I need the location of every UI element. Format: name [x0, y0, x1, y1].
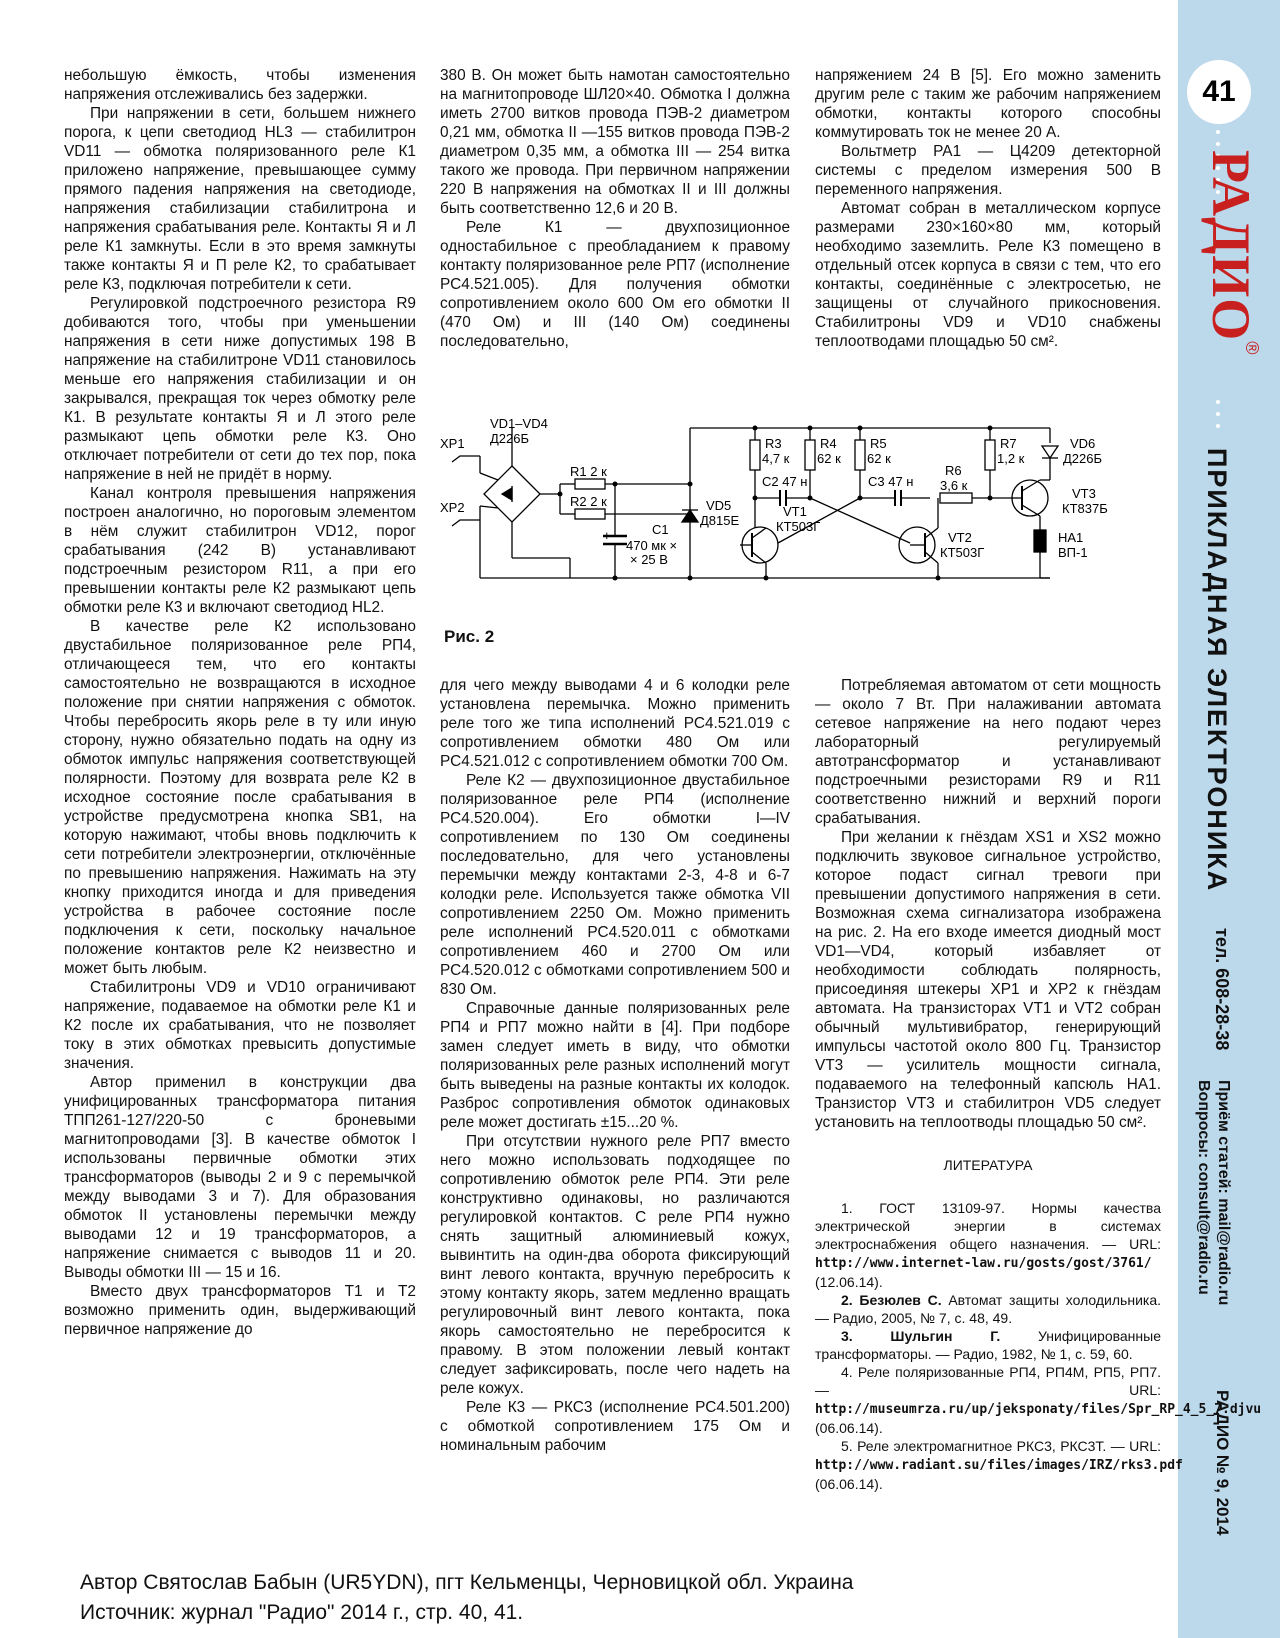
- label-r7-val: 1,2 к: [997, 451, 1025, 466]
- literature-item: [815, 1291, 1161, 1327]
- label-r4-val: 62 к: [817, 451, 841, 466]
- literature-title: ЛИТЕРАТУРА: [943, 1157, 1033, 1173]
- paragraph: 380 В. Он может быть намотан самостоятельно на магнитопроводе ШЛ20×40. Обмотка I должна иметь 2700 витков провода ПЭВ-2 диаметром 0,21 мм, обмотка II —155 витков провода ПЭВ-2 диаметром 0,35 мм, а обмотка III — 254 витка такого же провода. При первичном напряжении 220 В напряжения на обмотках II и III должны быть соответственно 12,6 и 20 В.: [440, 67, 790, 217]
- label-r6: R6: [945, 463, 962, 478]
- paragraph: Реле К2 — двухпозиционное двустабильное поляризованное реле РП4 (исполнение РС4.520.004). Его обмотки I—IV сопротивлением по 130 Ом соединены последовательно, для чего установлены перемычки между контактами 2-3, 4-8 и 6-7 колодки реле. Используется также обмотка VII сопротивлением 2250 Ом. Можно применить реле исполнений РС4.520.011 с обмотками сопротивлением 460 и 2700 Ом или РС4.520.012 с обмотками сопротивлением 500 и 830 Ом.: [440, 772, 790, 998]
- literature-item: [815, 1363, 1262, 1437]
- label-r4: R4: [820, 436, 837, 451]
- label-c1: C1: [652, 522, 669, 537]
- label-r5: R5: [870, 436, 887, 451]
- text-column-2-lower: [440, 676, 790, 1455]
- paragraph: Канал контроля превышения напряжения построен аналогично, но пороговым элементом в нём служит стабилитрон VD12, порог срабатывания (242 В) устанавливают подстроечным резистором R11, а при его превышении контакты реле К2 размыкают цепь обмотки реле К3 и включают светодиод HL2.: [64, 485, 416, 616]
- paragraph: напряжением 24 В [5]. Его можно заменить другим реле с таким же рабочим напряжением обмотки, контакты которого способны коммутировать ток не менее 20 А.: [815, 67, 1161, 141]
- literature-author: 2. Безюлев С.: [841, 1292, 949, 1308]
- registered-icon: ®: [1242, 341, 1262, 355]
- r5-resistor: [855, 440, 865, 470]
- page-number: 41: [1187, 60, 1251, 124]
- label-xp2: XP2: [440, 500, 465, 515]
- label-r2: R2 2 к: [570, 494, 607, 509]
- footer-source: Источник: журнал "Радио" 2014 г., стр. 40, 41.: [80, 1601, 524, 1624]
- literature-item: [815, 1199, 1161, 1291]
- r3-resistor: [750, 440, 760, 470]
- magazine-logo: [1200, 150, 1262, 355]
- paragraph: для чего между выводами 4 и 6 колодки реле установлена перемычка. Можно применить реле того же типа исполнений РС4.521.019 с сопротивлением обмотки 480 Ом или РС4.521.012 с сопротивлением обмотки 700 Ом.: [440, 677, 790, 770]
- label-vd6: VD6: [1070, 436, 1096, 451]
- questions-contact: Вопросы: consult@radio.ru: [1195, 1080, 1212, 1295]
- label-bridge: VD1–VD4: [490, 418, 548, 431]
- label-xp1: XP1: [440, 436, 465, 451]
- paragraph: Потребляемая автоматом от сети мощность — около 7 Вт. При налаживании автомата сетевое напряжение на него подают через лабораторный регулируемый автотрансформатор и устанавливают подстроечными резисторами R9 и R11 соответственно нижний и верхний пороги срабатывания.: [815, 677, 1161, 827]
- literature-url[interactable]: http://www.internet-law.ru/gosts/gost/3761/: [815, 1256, 1152, 1271]
- literature-text: Унифицированные трансформаторы. — Радио, 1982, № 1, с. 59, 60.: [815, 1328, 1161, 1362]
- label-c2: C2 47 н: [762, 474, 808, 489]
- label-r3: R3: [765, 436, 782, 451]
- literature-item: [815, 1437, 1183, 1493]
- label-ha1: HA1: [1058, 530, 1084, 545]
- paragraph: В качестве реле К2 использовано двустабильное поляризованное реле РП4, отличающееся тем, что его контакты самостоятельно не возвращаются в исходное положение при снятии напряжения с обмоток. Чтобы перебросить якорь реле в ту или иную сторону, нужно обязательно подать на одну из обмоток импульс напряжения соответствующей полярности. Поэтому для возврата реле К2 в исходное состояние после срабатывания в устройстве предусмотрена кнопка SB1, на которую нажимают, чтобы вновь подключить к сети потребители электроэнергии, отключённые по превышению напряжения. Нажимать на эту кнопку приходится иногда и для приведения устройства в рабочее состояние после подключения к сети, поскольку начальное положение контактов реле К2 неизвестно и может быть любым.: [64, 618, 416, 977]
- r6-resistor: [940, 493, 972, 503]
- logo-text: РАДИО: [1201, 150, 1261, 342]
- label-r1: R1 2 к: [570, 464, 607, 479]
- r1-resistor: [575, 479, 605, 489]
- label-vd5: VD5: [706, 498, 732, 513]
- paragraph: Регулировкой подстроечного резистора R9 добиваются того, чтобы при уменьшении напряжения в сети ниже допустимых 198 В напряжение на стабилитроне VD11 становилось меньше его напряжения стабилизации и он закрывался, прекращая ток через обмотку реле К1. В результате контакты Я и Л этого реле размыкают цепь обмотки реле К3. Оно отключает потребители от сети до тех пор, пока напряжение в ней не придёт в норму.: [64, 295, 416, 483]
- label-c1-val1: 470 мк ×: [626, 538, 678, 553]
- label-r6-val: 3,6 к: [940, 478, 968, 493]
- label-vt2-type: КТ503Г: [940, 545, 985, 560]
- literature-date: (06.06.14).: [815, 1476, 883, 1492]
- xp1-plug: [452, 456, 480, 462]
- literature-text: 4. Реле поляризованные РП4, РП4М, РП5, РП7. — URL:: [815, 1364, 1161, 1398]
- text-column-3: [815, 66, 1161, 351]
- page-footer: [80, 1568, 853, 1628]
- literature-author: 3. Шульгин Г.: [841, 1328, 1039, 1344]
- circuit-schematic: [440, 418, 1200, 658]
- vd6-diode: [1042, 446, 1058, 458]
- paragraph: Справочные данные поляризованных реле РП4 и РП7 можно найти в [4]. При подборе замен следует иметь в виду, что обмотки поляризованных реле разных исполнений могут быть выведены на разные контакты их колодок. Разброс сопротивления обмоток одинаковых реле может достигать ±15...20 %.: [440, 1000, 790, 1131]
- phone-number: тел. 608-28-38: [1212, 928, 1232, 1051]
- literature-text: Автомат защиты холодильника. — Радио, 2005, № 7, с. 48, 49.: [815, 1292, 1161, 1326]
- label-r3-val: 4,7 к: [762, 451, 790, 466]
- footer-author: Автор Святослав Бабын (UR5YDN), пгт Кельменцы, Черновицкой обл. Украина: [80, 1571, 854, 1594]
- paragraph: Стабилитроны VD9 и VD10 ограничивают напряжение, подаваемое на обмотки реле К1 и К2 после их срабатывания, что не позволяет току в этих обмотках превысить допустимые значения.: [64, 979, 416, 1072]
- label-c3: C3 47 н: [868, 474, 914, 489]
- paragraph: При желании к гнёздам XS1 и XS2 можно подключить звуковое сигнальное устройство, которое подаст сигнал тревоги при превышении допустимого напряжения в сети. Возможная схема сигнализатора изображена на рис. 2. На его входе имеется диодный мост VD1—VD4, который избавляет от необходимости соблюдать полярность, присоединяя штекеры XP1 и XP2 к гнёздам автомата. На транзисторах VT1 и VT2 собран обычный мультивибратор, генерирующий импульсы частотой около 800 Гц. Транзистор VT3 — усилитель мощности сигнала, подаваемого на телефонный капсюль HA1. Транзистор VT3 и стабилитрон VD5 следует установить на теплоотводы площадью 50 см².: [815, 829, 1161, 1131]
- paragraph: При напряжении в сети, большем нижнего порога, к цепи светодиод HL3 — стабилитрон VD11 — обмотка поляризованного реле К1 приложено напряжение, превышающее сумму прямого падения напряжения на светодиоде, напряжения стабилизации стабилитрона и напряжения срабатывания реле. Контакты Я и Л реле К1 замкнуты. Если в это время замкнуты также контакты Я и П реле К2, то срабатывает реле К3, подключая потребители к сети.: [64, 105, 416, 293]
- label-vt1: VT1: [783, 504, 807, 519]
- paragraph: Автор применил в конструкции два унифицированных трансформатора питания ТПП261-127/220-50 с броневыми магнитопроводами [3]. В качестве обмоток I использованы первичные обмотки этих трансформаторов (выводы 2 и 9 с перемычкой между выводами 3 и 7). Для образования обмоток II установлены перемычки между выводами 12 и 19 трансформаторов, а напряжение снимается с выводов 11 и 20. Выводы обмотки III — 15 и 16.: [64, 1074, 416, 1281]
- paragraph: Реле К3 — РКС3 (исполнение РС4.501.200) с обмоткой сопротивлением 175 Ом и номинальным рабочим: [440, 1399, 790, 1454]
- paragraph: небольшую ёмкость, чтобы изменения напряжения отслеживались без задержки.: [64, 67, 416, 103]
- label-vt1-type: КТ503Г: [776, 519, 821, 534]
- label-vt3-type: КТ837Б: [1062, 501, 1108, 516]
- r7-resistor: [985, 440, 995, 470]
- paragraph: Реле К1 — двухпозиционное одностабильное с преобладанием к правому контакту поляризованное реле РП7 (исполнение РС4.521.005). Для получения обмотки сопротивлением около 600 Ом его обмотки II (470 Ом) и III (140 Ом) соединены последовательно,: [440, 219, 790, 350]
- r4-resistor: [805, 440, 815, 470]
- paragraph: Вместо двух трансформаторов Т1 и Т2 возможно применить один, выдерживающий первичное напряжение до: [64, 1283, 416, 1338]
- literature-text: 5. Реле электромагнитное РКС3, РКС3Т. — URL:: [841, 1438, 1161, 1454]
- column-3-body: [815, 676, 1161, 1132]
- label-vt3: VT3: [1072, 486, 1096, 501]
- label-r7: R7: [1000, 436, 1017, 451]
- sidebar-dots-mid: [1215, 400, 1221, 436]
- articles-contact: Приём статей: mail@radio.ru: [1215, 1080, 1232, 1306]
- xp2-plug: [452, 520, 480, 526]
- literature-date: (12.06.14).: [815, 1274, 883, 1290]
- label-bridge-type: Д226Б: [490, 431, 530, 446]
- text-column-2: [440, 66, 790, 351]
- section-title: ПРИКЛАДНАЯ ЭЛЕКТРОНИКА: [1202, 448, 1232, 893]
- r2-resistor: [575, 509, 605, 519]
- label-vt2: VT2: [948, 530, 972, 545]
- literature-text: 1. ГОСТ 13109-97. Нормы качества электрической энергии в системах электроснабжения общего назначения. — URL:: [815, 1200, 1161, 1252]
- ha1-capsule: [1034, 530, 1046, 552]
- literature-url[interactable]: http://museumrza.ru/up/jeksponaty/files/Spr_RP_4_5_7.djvu: [815, 1402, 1262, 1417]
- figure-caption: Рис. 2: [444, 627, 495, 646]
- literature-url[interactable]: http://www.radiant.su/files/images/IRZ/rks3.pdf: [815, 1458, 1183, 1473]
- paragraph: Автомат собран в металлическом корпусе размерами 230×160×80 мм, который необходимо заземлить. Реле К3 помещено в отдельный отсек корпуса в связи с тем, что его контакты, соединённые с электросетью, не защищены от случайного прикосновения. Стабилитроны VD9 и VD10 снабжены теплоотводами площадью 50 см².: [815, 200, 1161, 350]
- issue-label: РАДИО № 9, 2014: [1213, 1390, 1232, 1536]
- label-c1-plus: +: [603, 528, 611, 543]
- label-vd5-type: Д815Е: [700, 513, 740, 528]
- paragraph: Вольтметр PA1 — Ц4209 детекторной системы с пределом измерения 500 В переменного напряжения.: [815, 143, 1161, 198]
- literature-date: (06.06.14).: [815, 1420, 883, 1436]
- label-ha1-type: ВП-1: [1058, 545, 1088, 560]
- label-r5-val: 62 к: [867, 451, 891, 466]
- label-c1-val2: × 25 В: [630, 552, 668, 567]
- text-column-1: [64, 66, 416, 1339]
- literature-item: [815, 1327, 1161, 1363]
- paragraph: При отсутствии нужного реле РП7 вместо него можно использовать подходящее по сопротивлению обмоток реле РП4. Эти реле конструктивно одинаковы, но различаются регулировкой контактов. С реле РП4 нужно снять защитный алюминиевый кожух, вывинтить на один-два оборота фиксирующий винт левого контакта, вручную перебросить к этому контакту якорь, затем медленно вращать регулировочный винт левого контакта, пока якорь самостоятельно не перебросится к правому. В этом положении левый контакт следует зафиксировать, после чего надеть на реле кожух.: [440, 1133, 790, 1397]
- label-vd6-type: Д226Б: [1063, 451, 1103, 466]
